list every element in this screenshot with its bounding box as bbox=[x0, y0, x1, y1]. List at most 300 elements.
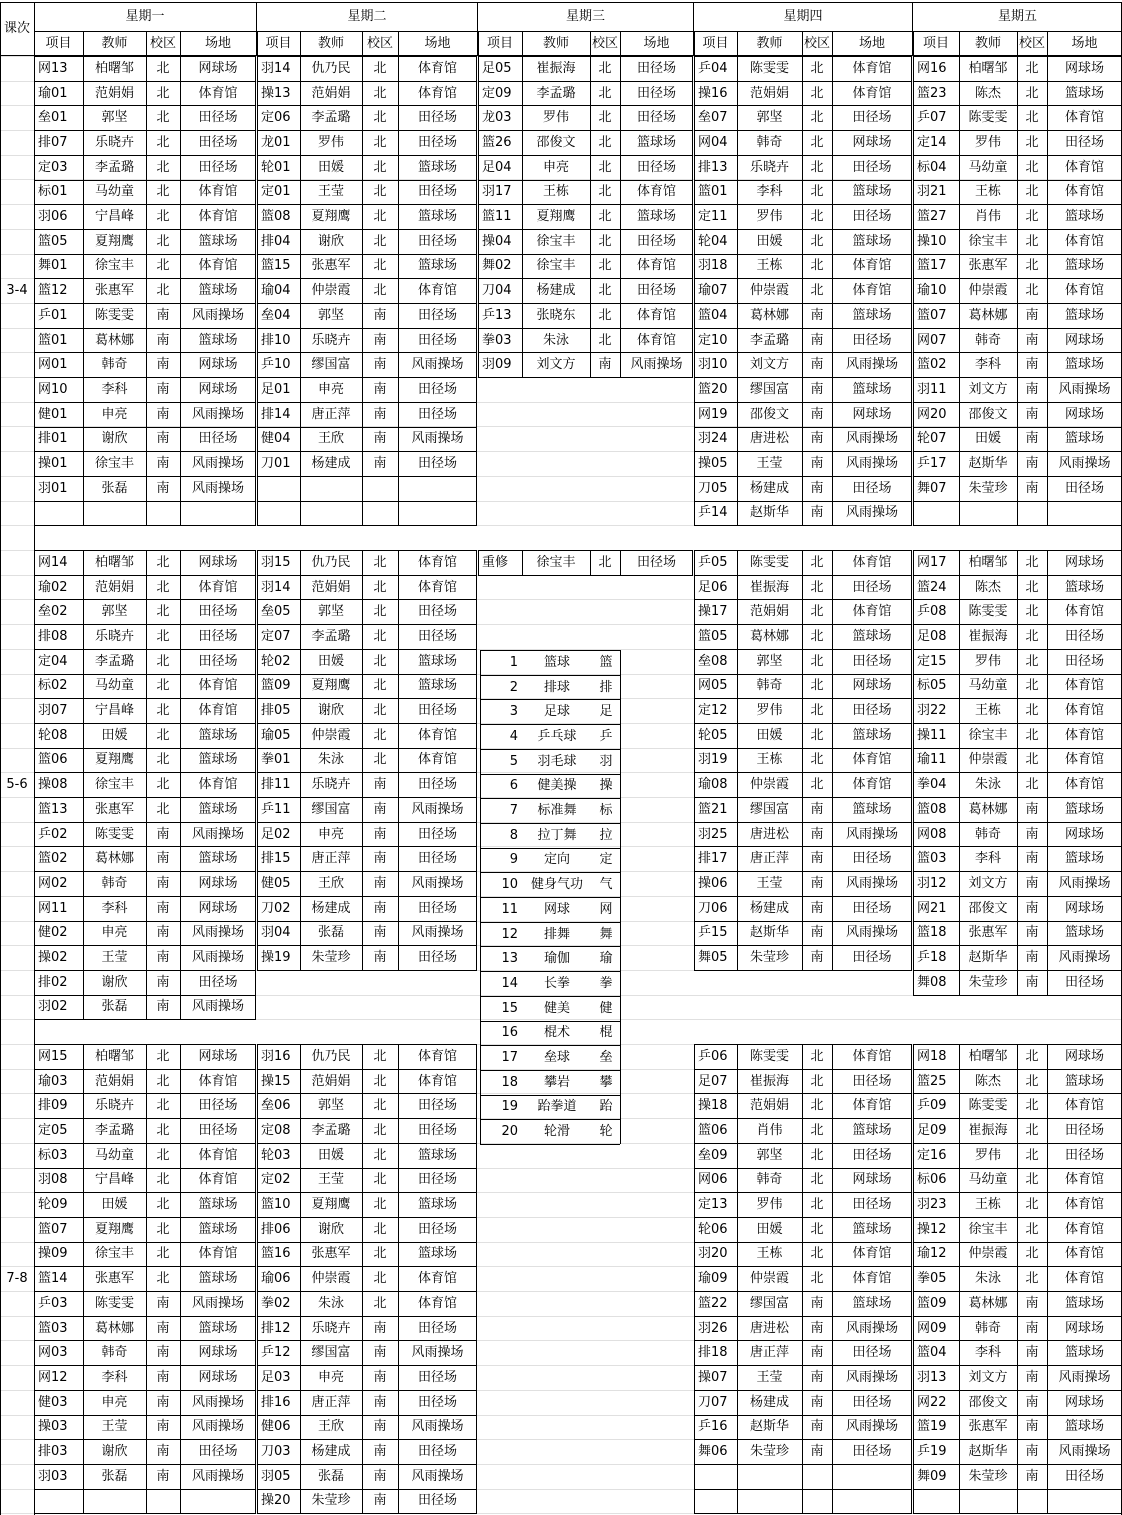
legend-line bbox=[480, 1144, 620, 1145]
teacher-name: 朱莹珍 bbox=[968, 480, 1008, 496]
campus: 南 bbox=[810, 480, 824, 496]
column-header-teacher: 教师 bbox=[756, 35, 783, 51]
course-code: 舞08 bbox=[917, 974, 947, 990]
teacher-name: 崔振海 bbox=[968, 628, 1008, 644]
campus: 北 bbox=[373, 1147, 387, 1163]
course-code: 排01 bbox=[38, 431, 68, 447]
teacher-name: 葛林娜 bbox=[968, 801, 1008, 817]
venue: 风雨操场 bbox=[845, 1419, 898, 1435]
course-code: 篮07 bbox=[38, 1221, 68, 1237]
course-code: 网04 bbox=[698, 134, 728, 150]
venue: 篮球场 bbox=[417, 1197, 457, 1213]
venue: 网球场 bbox=[198, 357, 238, 373]
campus: 北 bbox=[810, 60, 824, 76]
column-header-item: 项目 bbox=[45, 35, 72, 51]
teacher-name: 肖伟 bbox=[974, 209, 1001, 225]
venue: 体育馆 bbox=[1064, 1271, 1104, 1287]
grid-line bbox=[362, 476, 363, 501]
teacher-name: 张惠军 bbox=[94, 283, 134, 299]
venue: 田径场 bbox=[417, 604, 457, 620]
teacher-name: 柏曙邹 bbox=[968, 60, 1008, 76]
campus: 北 bbox=[1025, 554, 1039, 570]
venue: 田径场 bbox=[852, 159, 892, 175]
venue: 田径场 bbox=[198, 159, 238, 175]
teacher-name: 乐晓卉 bbox=[749, 159, 789, 175]
venue: 体育馆 bbox=[417, 554, 457, 570]
teacher-name: 乐晓卉 bbox=[94, 628, 134, 644]
teacher-name: 韩奇 bbox=[101, 1345, 128, 1361]
campus: 南 bbox=[810, 900, 824, 916]
legend-sport-code: 标 bbox=[599, 803, 613, 819]
venue: 网球场 bbox=[1064, 332, 1104, 348]
teacher-name: 李科 bbox=[101, 381, 128, 397]
campus: 北 bbox=[1025, 1147, 1039, 1163]
legend-sport-name: 篮球 bbox=[543, 654, 570, 670]
course-code: 定06 bbox=[261, 110, 291, 126]
course-code: 网02 bbox=[38, 875, 68, 891]
block-border bbox=[478, 575, 693, 576]
campus: 北 bbox=[373, 1197, 387, 1213]
campus: 北 bbox=[156, 579, 170, 595]
course-code: 定12 bbox=[698, 703, 728, 719]
campus: 北 bbox=[598, 60, 612, 76]
venue: 体育馆 bbox=[1064, 159, 1104, 175]
teacher-name: 王欣 bbox=[317, 431, 344, 447]
teacher-name: 郭坚 bbox=[756, 1147, 783, 1163]
teacher-name: 夏翔鹰 bbox=[94, 233, 134, 249]
course-code: 篮25 bbox=[917, 1073, 947, 1089]
course-code: 乒13 bbox=[482, 307, 512, 323]
venue: 田径场 bbox=[198, 974, 238, 990]
course-code: 标02 bbox=[38, 678, 68, 694]
venue: 体育馆 bbox=[1064, 703, 1104, 719]
campus: 北 bbox=[1025, 1172, 1039, 1188]
course-code: 拳04 bbox=[917, 777, 947, 793]
teacher-name: 郭坚 bbox=[317, 307, 344, 323]
block-border bbox=[257, 525, 477, 526]
legend-sport-code: 瑜 bbox=[599, 951, 613, 967]
course-code: 羽13 bbox=[917, 1369, 947, 1385]
course-code: 定15 bbox=[917, 653, 947, 669]
course-code: 拳02 bbox=[261, 1295, 291, 1311]
row-line bbox=[34, 1489, 256, 1490]
teacher-name: 王莹 bbox=[756, 875, 783, 891]
column-header-venue: 场地 bbox=[643, 35, 670, 51]
venue: 体育馆 bbox=[198, 85, 238, 101]
teacher-name: 崔振海 bbox=[749, 579, 789, 595]
teacher-name: 仲崇霞 bbox=[968, 1246, 1008, 1262]
course-code: 乒10 bbox=[261, 357, 291, 373]
campus: 南 bbox=[1025, 1295, 1039, 1311]
course-code: 操06 bbox=[698, 875, 728, 891]
venue: 体育馆 bbox=[417, 283, 457, 299]
grid-line bbox=[620, 31, 621, 55]
teacher-name: 葛林娜 bbox=[94, 1320, 134, 1336]
course-code: 轮01 bbox=[261, 159, 291, 175]
venue: 田径场 bbox=[198, 628, 238, 644]
course-code: 标05 bbox=[917, 678, 947, 694]
teacher-name: 马幼童 bbox=[968, 1172, 1008, 1188]
campus: 北 bbox=[810, 258, 824, 274]
block-border bbox=[694, 1513, 912, 1514]
legend-number: 8 bbox=[509, 827, 518, 843]
course-code: 乒02 bbox=[38, 826, 68, 842]
campus: 北 bbox=[810, 85, 824, 101]
teacher-name: 赵斯华 bbox=[968, 1444, 1008, 1460]
campus: 南 bbox=[373, 1369, 387, 1385]
campus: 南 bbox=[373, 431, 387, 447]
column-header-venue: 场地 bbox=[1071, 35, 1098, 51]
row-line bbox=[694, 1464, 912, 1465]
venue: 网球场 bbox=[1064, 1320, 1104, 1336]
grid-line bbox=[1017, 1489, 1018, 1514]
teacher-name: 刘文方 bbox=[968, 1369, 1008, 1385]
teacher-name: 王栋 bbox=[974, 703, 1001, 719]
campus: 北 bbox=[1025, 258, 1039, 274]
venue: 田径场 bbox=[417, 332, 457, 348]
venue: 田径场 bbox=[417, 110, 457, 126]
teacher-name: 田媛 bbox=[974, 431, 1001, 447]
teacher-name: 徐宝丰 bbox=[94, 258, 134, 274]
venue: 体育馆 bbox=[198, 1147, 238, 1163]
course-code: 羽10 bbox=[698, 357, 728, 373]
grid-line bbox=[802, 31, 803, 55]
legend-sport-code: 舞 bbox=[599, 926, 613, 942]
course-code: 乒16 bbox=[698, 1419, 728, 1435]
campus: 南 bbox=[156, 1320, 170, 1336]
course-code: 乒08 bbox=[917, 604, 947, 620]
campus: 北 bbox=[373, 604, 387, 620]
venue: 风雨操场 bbox=[191, 1295, 244, 1311]
course-code: 操20 bbox=[261, 1493, 291, 1509]
teacher-name: 范娟娟 bbox=[749, 1098, 789, 1114]
campus: 北 bbox=[156, 258, 170, 274]
venue: 体育馆 bbox=[417, 1048, 457, 1064]
teacher-name: 李科 bbox=[974, 1345, 1001, 1361]
course-code: 舞05 bbox=[698, 950, 728, 966]
course-code: 篮04 bbox=[917, 1345, 947, 1361]
venue: 篮球场 bbox=[852, 727, 892, 743]
campus: 南 bbox=[156, 826, 170, 842]
venue: 篮球场 bbox=[198, 283, 238, 299]
campus: 北 bbox=[156, 727, 170, 743]
campus: 南 bbox=[598, 357, 612, 373]
campus: 北 bbox=[373, 579, 387, 595]
course-code: 羽03 bbox=[38, 1468, 68, 1484]
campus: 北 bbox=[156, 209, 170, 225]
legend-sport-name: 足球 bbox=[543, 704, 570, 720]
course-code: 健03 bbox=[38, 1394, 68, 1410]
grid-line bbox=[300, 476, 301, 501]
teacher-name: 罗伟 bbox=[974, 1147, 1001, 1163]
course-code: 定07 bbox=[261, 628, 291, 644]
venue: 田径场 bbox=[417, 381, 457, 397]
campus: 北 bbox=[810, 1147, 824, 1163]
campus: 南 bbox=[810, 1394, 824, 1410]
venue: 篮球场 bbox=[417, 678, 457, 694]
teacher-name: 杨建成 bbox=[749, 900, 789, 916]
teacher-name: 缪国富 bbox=[311, 801, 351, 817]
venue: 篮球场 bbox=[1064, 1073, 1104, 1089]
grid-line bbox=[959, 501, 960, 526]
campus: 南 bbox=[373, 1419, 387, 1435]
course-code: 轮03 bbox=[261, 1147, 291, 1163]
legend-sport-name: 健美操 bbox=[537, 778, 577, 794]
venue: 篮球场 bbox=[1064, 925, 1104, 941]
venue: 网球场 bbox=[198, 1369, 238, 1385]
campus: 南 bbox=[373, 456, 387, 472]
course-code: 垒05 bbox=[261, 604, 291, 620]
course-code: 乒18 bbox=[917, 950, 947, 966]
teacher-name: 张惠军 bbox=[94, 801, 134, 817]
campus: 南 bbox=[156, 900, 170, 916]
course-code: 排03 bbox=[38, 1444, 68, 1460]
course-code: 网12 bbox=[38, 1369, 68, 1385]
venue: 田径场 bbox=[852, 1444, 892, 1460]
venue: 田径场 bbox=[852, 480, 892, 496]
legend-number: 19 bbox=[501, 1099, 518, 1115]
course-code: 篮01 bbox=[38, 332, 68, 348]
row-line bbox=[257, 501, 477, 502]
legend-sport-code: 网 bbox=[599, 901, 613, 917]
teacher-name: 柏曙邹 bbox=[94, 554, 134, 570]
campus: 北 bbox=[810, 209, 824, 225]
campus: 北 bbox=[373, 258, 387, 274]
course-code: 定16 bbox=[917, 1147, 947, 1163]
teacher-name: 王栋 bbox=[756, 752, 783, 768]
course-code: 排08 bbox=[38, 628, 68, 644]
teacher-name: 唐正萍 bbox=[749, 1345, 789, 1361]
venue: 网球场 bbox=[198, 900, 238, 916]
course-code: 排07 bbox=[38, 134, 68, 150]
legend-sport-name: 垒球 bbox=[543, 1050, 570, 1066]
venue: 风雨操场 bbox=[411, 925, 464, 941]
campus: 北 bbox=[810, 233, 824, 249]
venue: 篮球场 bbox=[417, 159, 457, 175]
venue: 风雨操场 bbox=[411, 1468, 464, 1484]
legend-sport-code: 跆 bbox=[599, 1099, 613, 1115]
column-header-item: 项目 bbox=[486, 35, 513, 51]
teacher-name: 王莹 bbox=[756, 1369, 783, 1385]
teacher-name: 韩奇 bbox=[756, 134, 783, 150]
campus: 北 bbox=[1025, 233, 1039, 249]
venue: 篮球场 bbox=[198, 727, 238, 743]
course-code: 网10 bbox=[38, 381, 68, 397]
column-header-item: 项目 bbox=[922, 35, 949, 51]
venue: 体育馆 bbox=[198, 1246, 238, 1262]
teacher-name: 王莹 bbox=[317, 1172, 344, 1188]
venue: 田径场 bbox=[417, 826, 457, 842]
venue: 田径场 bbox=[852, 653, 892, 669]
campus: 北 bbox=[810, 1122, 824, 1138]
teacher-name: 陈杰 bbox=[974, 85, 1001, 101]
campus: 北 bbox=[598, 110, 612, 126]
venue: 篮球场 bbox=[1064, 1345, 1104, 1361]
venue: 田径场 bbox=[198, 1444, 238, 1460]
venue: 田径场 bbox=[198, 1122, 238, 1138]
course-code: 羽12 bbox=[917, 875, 947, 891]
venue: 体育馆 bbox=[1064, 727, 1104, 743]
course-code: 排15 bbox=[261, 851, 291, 867]
venue: 田径场 bbox=[852, 900, 892, 916]
teacher-name: 徐宝丰 bbox=[536, 554, 576, 570]
legend-sport-name: 乒乓球 bbox=[537, 728, 577, 744]
teacher-name: 赵斯华 bbox=[749, 505, 789, 521]
venue: 体育馆 bbox=[1064, 604, 1104, 620]
legend-number: 11 bbox=[501, 901, 518, 917]
course-code: 乒15 bbox=[698, 925, 728, 941]
campus: 南 bbox=[1025, 875, 1039, 891]
course-code: 排09 bbox=[38, 1098, 68, 1114]
campus: 南 bbox=[1025, 480, 1039, 496]
campus: 北 bbox=[156, 1271, 170, 1287]
course-code: 拳03 bbox=[482, 332, 512, 348]
campus: 北 bbox=[1025, 579, 1039, 595]
legend-sport-code: 攀 bbox=[599, 1074, 613, 1090]
course-code: 瑜11 bbox=[917, 752, 947, 768]
venue: 风雨操场 bbox=[845, 826, 898, 842]
legend-number: 4 bbox=[509, 728, 518, 744]
teacher-name: 崔振海 bbox=[536, 60, 576, 76]
course-code: 瑜08 bbox=[698, 777, 728, 793]
campus: 北 bbox=[156, 283, 170, 299]
course-code: 篮27 bbox=[917, 209, 947, 225]
campus: 南 bbox=[373, 1493, 387, 1509]
teacher-name: 范娟娟 bbox=[94, 579, 134, 595]
teacher-name: 乐晓卉 bbox=[94, 134, 134, 150]
campus: 北 bbox=[156, 801, 170, 817]
campus: 北 bbox=[598, 134, 612, 150]
venue: 体育馆 bbox=[417, 1073, 457, 1089]
period-label: 3-4 bbox=[6, 283, 28, 299]
campus: 北 bbox=[810, 1271, 824, 1287]
campus: 南 bbox=[156, 307, 170, 323]
course-code: 排06 bbox=[261, 1221, 291, 1237]
campus: 北 bbox=[810, 579, 824, 595]
course-code: 网15 bbox=[38, 1048, 68, 1064]
venue: 篮球场 bbox=[852, 801, 892, 817]
campus: 北 bbox=[810, 159, 824, 175]
teacher-name: 葛林娜 bbox=[968, 1295, 1008, 1311]
course-code: 篮18 bbox=[917, 925, 947, 941]
block-border bbox=[694, 970, 912, 971]
venue: 网球场 bbox=[1064, 406, 1104, 422]
teacher-name: 杨建成 bbox=[311, 1444, 351, 1460]
teacher-name: 朱泳 bbox=[542, 332, 569, 348]
campus: 北 bbox=[1025, 85, 1039, 101]
grid-line bbox=[146, 501, 147, 526]
venue: 田径场 bbox=[417, 703, 457, 719]
grid-line bbox=[737, 31, 738, 55]
campus: 北 bbox=[1025, 628, 1039, 644]
course-code: 足01 bbox=[261, 381, 291, 397]
grid-line bbox=[832, 1489, 833, 1514]
campus: 南 bbox=[156, 1468, 170, 1484]
venue: 篮球场 bbox=[1064, 431, 1104, 447]
teacher-name: 唐进松 bbox=[749, 431, 789, 447]
campus: 北 bbox=[598, 283, 612, 299]
venue: 网球场 bbox=[198, 1048, 238, 1064]
course-code: 乒14 bbox=[698, 505, 728, 521]
course-code: 羽24 bbox=[698, 431, 728, 447]
teacher-name: 仲崇霞 bbox=[749, 283, 789, 299]
teacher-name: 范娟娟 bbox=[749, 604, 789, 620]
campus: 北 bbox=[1025, 604, 1039, 620]
teacher-name: 徐宝丰 bbox=[536, 258, 576, 274]
teacher-name: 唐进松 bbox=[749, 1320, 789, 1336]
campus: 北 bbox=[1025, 653, 1039, 669]
campus: 南 bbox=[156, 1295, 170, 1311]
block-border bbox=[478, 377, 693, 378]
venue: 田径场 bbox=[1064, 1122, 1104, 1138]
block-border bbox=[34, 1513, 256, 1514]
venue: 风雨操场 bbox=[411, 801, 464, 817]
campus: 南 bbox=[373, 851, 387, 867]
venue: 田径场 bbox=[417, 134, 457, 150]
campus: 南 bbox=[810, 1320, 824, 1336]
teacher-name: 陈雯雯 bbox=[94, 1295, 134, 1311]
venue: 体育馆 bbox=[852, 258, 892, 274]
campus: 南 bbox=[373, 381, 387, 397]
course-code: 定14 bbox=[917, 134, 947, 150]
course-code: 排12 bbox=[261, 1320, 291, 1336]
campus: 北 bbox=[1025, 1271, 1039, 1287]
venue: 田径场 bbox=[417, 628, 457, 644]
teacher-name: 柏曙邹 bbox=[94, 60, 134, 76]
course-code: 羽16 bbox=[261, 1048, 291, 1064]
campus: 北 bbox=[1025, 110, 1039, 126]
grid-line bbox=[83, 501, 84, 526]
course-code: 乒06 bbox=[698, 1048, 728, 1064]
course-code: 刀04 bbox=[482, 283, 512, 299]
course-code: 篮02 bbox=[38, 851, 68, 867]
venue: 田径场 bbox=[417, 777, 457, 793]
campus: 北 bbox=[373, 1073, 387, 1089]
venue: 风雨操场 bbox=[845, 431, 898, 447]
course-code: 篮10 bbox=[261, 1197, 291, 1213]
teacher-name: 申亮 bbox=[317, 1369, 344, 1385]
course-code: 健05 bbox=[261, 875, 291, 891]
campus: 南 bbox=[373, 406, 387, 422]
course-code: 定04 bbox=[38, 653, 68, 669]
course-code: 羽17 bbox=[482, 184, 512, 200]
course-code: 篮09 bbox=[917, 1295, 947, 1311]
teacher-name: 陈雯雯 bbox=[749, 1048, 789, 1064]
course-code: 舞09 bbox=[917, 1468, 947, 1484]
campus: 南 bbox=[373, 1444, 387, 1460]
campus: 北 bbox=[1025, 1197, 1039, 1213]
course-code: 排11 bbox=[261, 777, 291, 793]
campus: 北 bbox=[156, 1073, 170, 1089]
venue: 风雨操场 bbox=[191, 925, 244, 941]
venue: 田径场 bbox=[417, 1369, 457, 1385]
course-code: 标03 bbox=[38, 1147, 68, 1163]
legend-sport-code: 乒 bbox=[599, 728, 613, 744]
course-code: 刀01 bbox=[261, 456, 291, 472]
column-header-venue: 场地 bbox=[858, 35, 885, 51]
teacher-name: 朱莹珍 bbox=[311, 950, 351, 966]
legend-number: 3 bbox=[509, 704, 518, 720]
venue: 篮球场 bbox=[636, 134, 676, 150]
venue: 风雨操场 bbox=[191, 950, 244, 966]
campus: 北 bbox=[598, 332, 612, 348]
grid-line bbox=[146, 1489, 147, 1514]
course-code: 篮24 bbox=[917, 579, 947, 595]
course-code: 网01 bbox=[38, 357, 68, 373]
venue: 体育馆 bbox=[198, 258, 238, 274]
teacher-name: 韩奇 bbox=[101, 875, 128, 891]
course-code: 篮13 bbox=[38, 801, 68, 817]
